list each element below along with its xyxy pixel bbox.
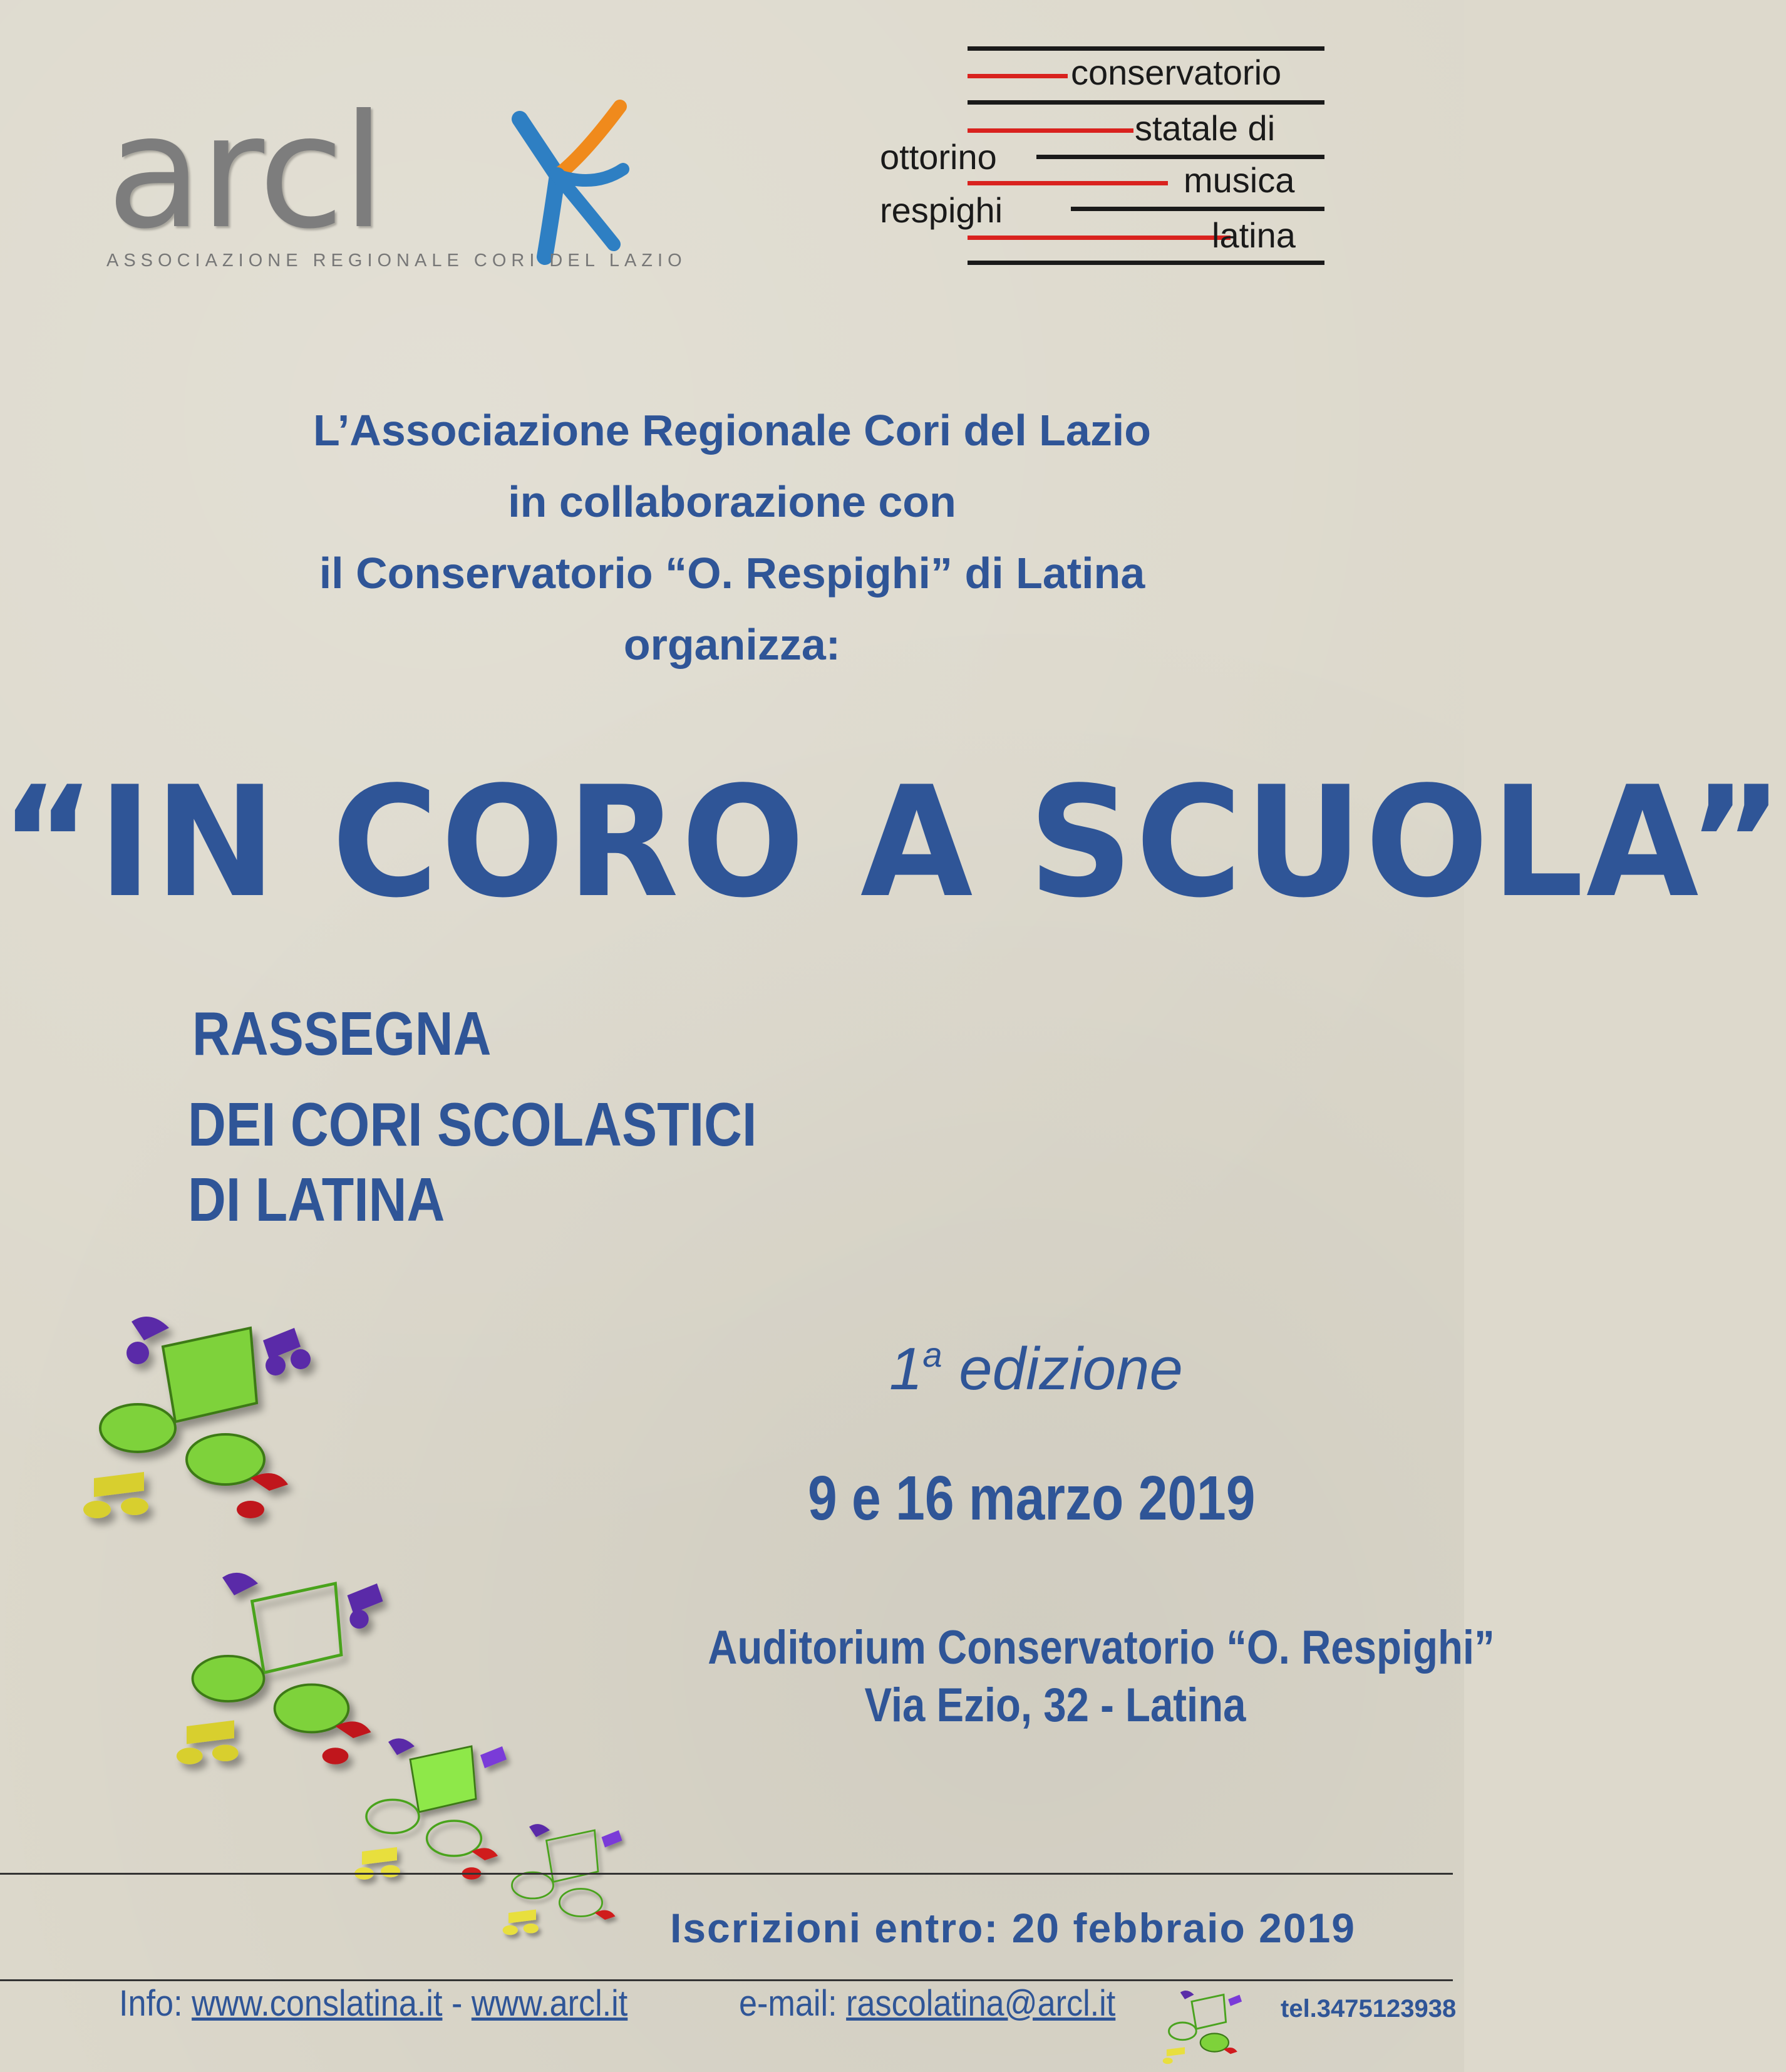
arcl-logo-subtitle: ASSOCIAZIONE REGIONALE CORI DEL LAZIO	[106, 251, 687, 271]
venue-address: Via Ezio, 32 - Latina	[864, 1679, 1246, 1732]
intro-line: il Conservatorio “O. Respighi” di Latina	[319, 549, 1145, 598]
logo-text-musica: musica	[1184, 160, 1295, 200]
arcl-logo-word: arcl	[106, 81, 383, 263]
logo-rule	[968, 74, 1068, 78]
edition-superscript: a	[922, 1335, 942, 1374]
logo-rule	[968, 100, 1324, 105]
link-separator: -	[442, 1983, 472, 2024]
logo-rule	[968, 46, 1324, 51]
subtitle-line: RASSEGNA	[192, 999, 492, 1068]
event-dates: 9 e 16 marzo 2019	[808, 1463, 1256, 1533]
logo-rule	[968, 181, 1168, 185]
logo-rule	[1071, 207, 1324, 211]
intro-line: L’Associazione Regionale Cori del Lazio	[312, 406, 1152, 455]
conservatorio-logo	[877, 38, 1328, 276]
edition-label	[889, 1334, 1183, 1404]
music-notes-illustration	[69, 1303, 670, 1917]
divider-line	[0, 1873, 1453, 1875]
logo-rule	[968, 128, 1133, 133]
logo-text-conservatorio: conservatorio	[1071, 53, 1282, 92]
small-music-notes-icon	[1152, 1986, 1259, 2072]
footer-info	[119, 1982, 627, 2024]
logo-rule	[968, 261, 1324, 265]
logo-rule	[1036, 155, 1324, 159]
logo-rule	[968, 236, 1231, 240]
logo-text-statale: statale di	[1135, 108, 1276, 148]
edition-text: edizione	[942, 1335, 1183, 1402]
venue-name: Auditorium Conservatorio “O. Respighi”	[708, 1621, 1495, 1674]
logo-text-respighi: respighi	[880, 190, 1003, 230]
intro-line: organizza:	[623, 620, 841, 669]
email-label: e-mail:	[739, 1983, 847, 2024]
edition-number: 1	[889, 1335, 923, 1402]
info-label: Info:	[119, 1983, 192, 2024]
intro-line: in collaborazione con	[508, 477, 956, 526]
registration-deadline: Iscrizioni entro: 20 febbraio 2019	[670, 1905, 1356, 1951]
email-link[interactable]: rascolatina@arcl.it	[846, 1983, 1116, 2024]
venue	[651, 1619, 1495, 1734]
subtitle-line: DI LATINA	[188, 1165, 445, 1234]
conslatina-link[interactable]: www.conslatina.it	[192, 1983, 443, 2024]
logo-text-latina: latina	[1212, 215, 1296, 255]
event-title: “IN CORO A SCUOLA”	[0, 754, 1786, 931]
telephone-number: tel.3475123938	[1281, 1995, 1457, 2023]
footer-email	[739, 1982, 1115, 2024]
intro-text	[0, 395, 1464, 680]
subtitle-line: DEI CORI SCOLASTICI	[188, 1090, 757, 1159]
arcl-link[interactable]: www.arcl.it	[471, 1983, 628, 2024]
logo-text-ottorino: ottorino	[880, 137, 997, 177]
arcl-dancer-icon	[507, 100, 632, 263]
divider-line	[0, 1979, 1453, 1981]
